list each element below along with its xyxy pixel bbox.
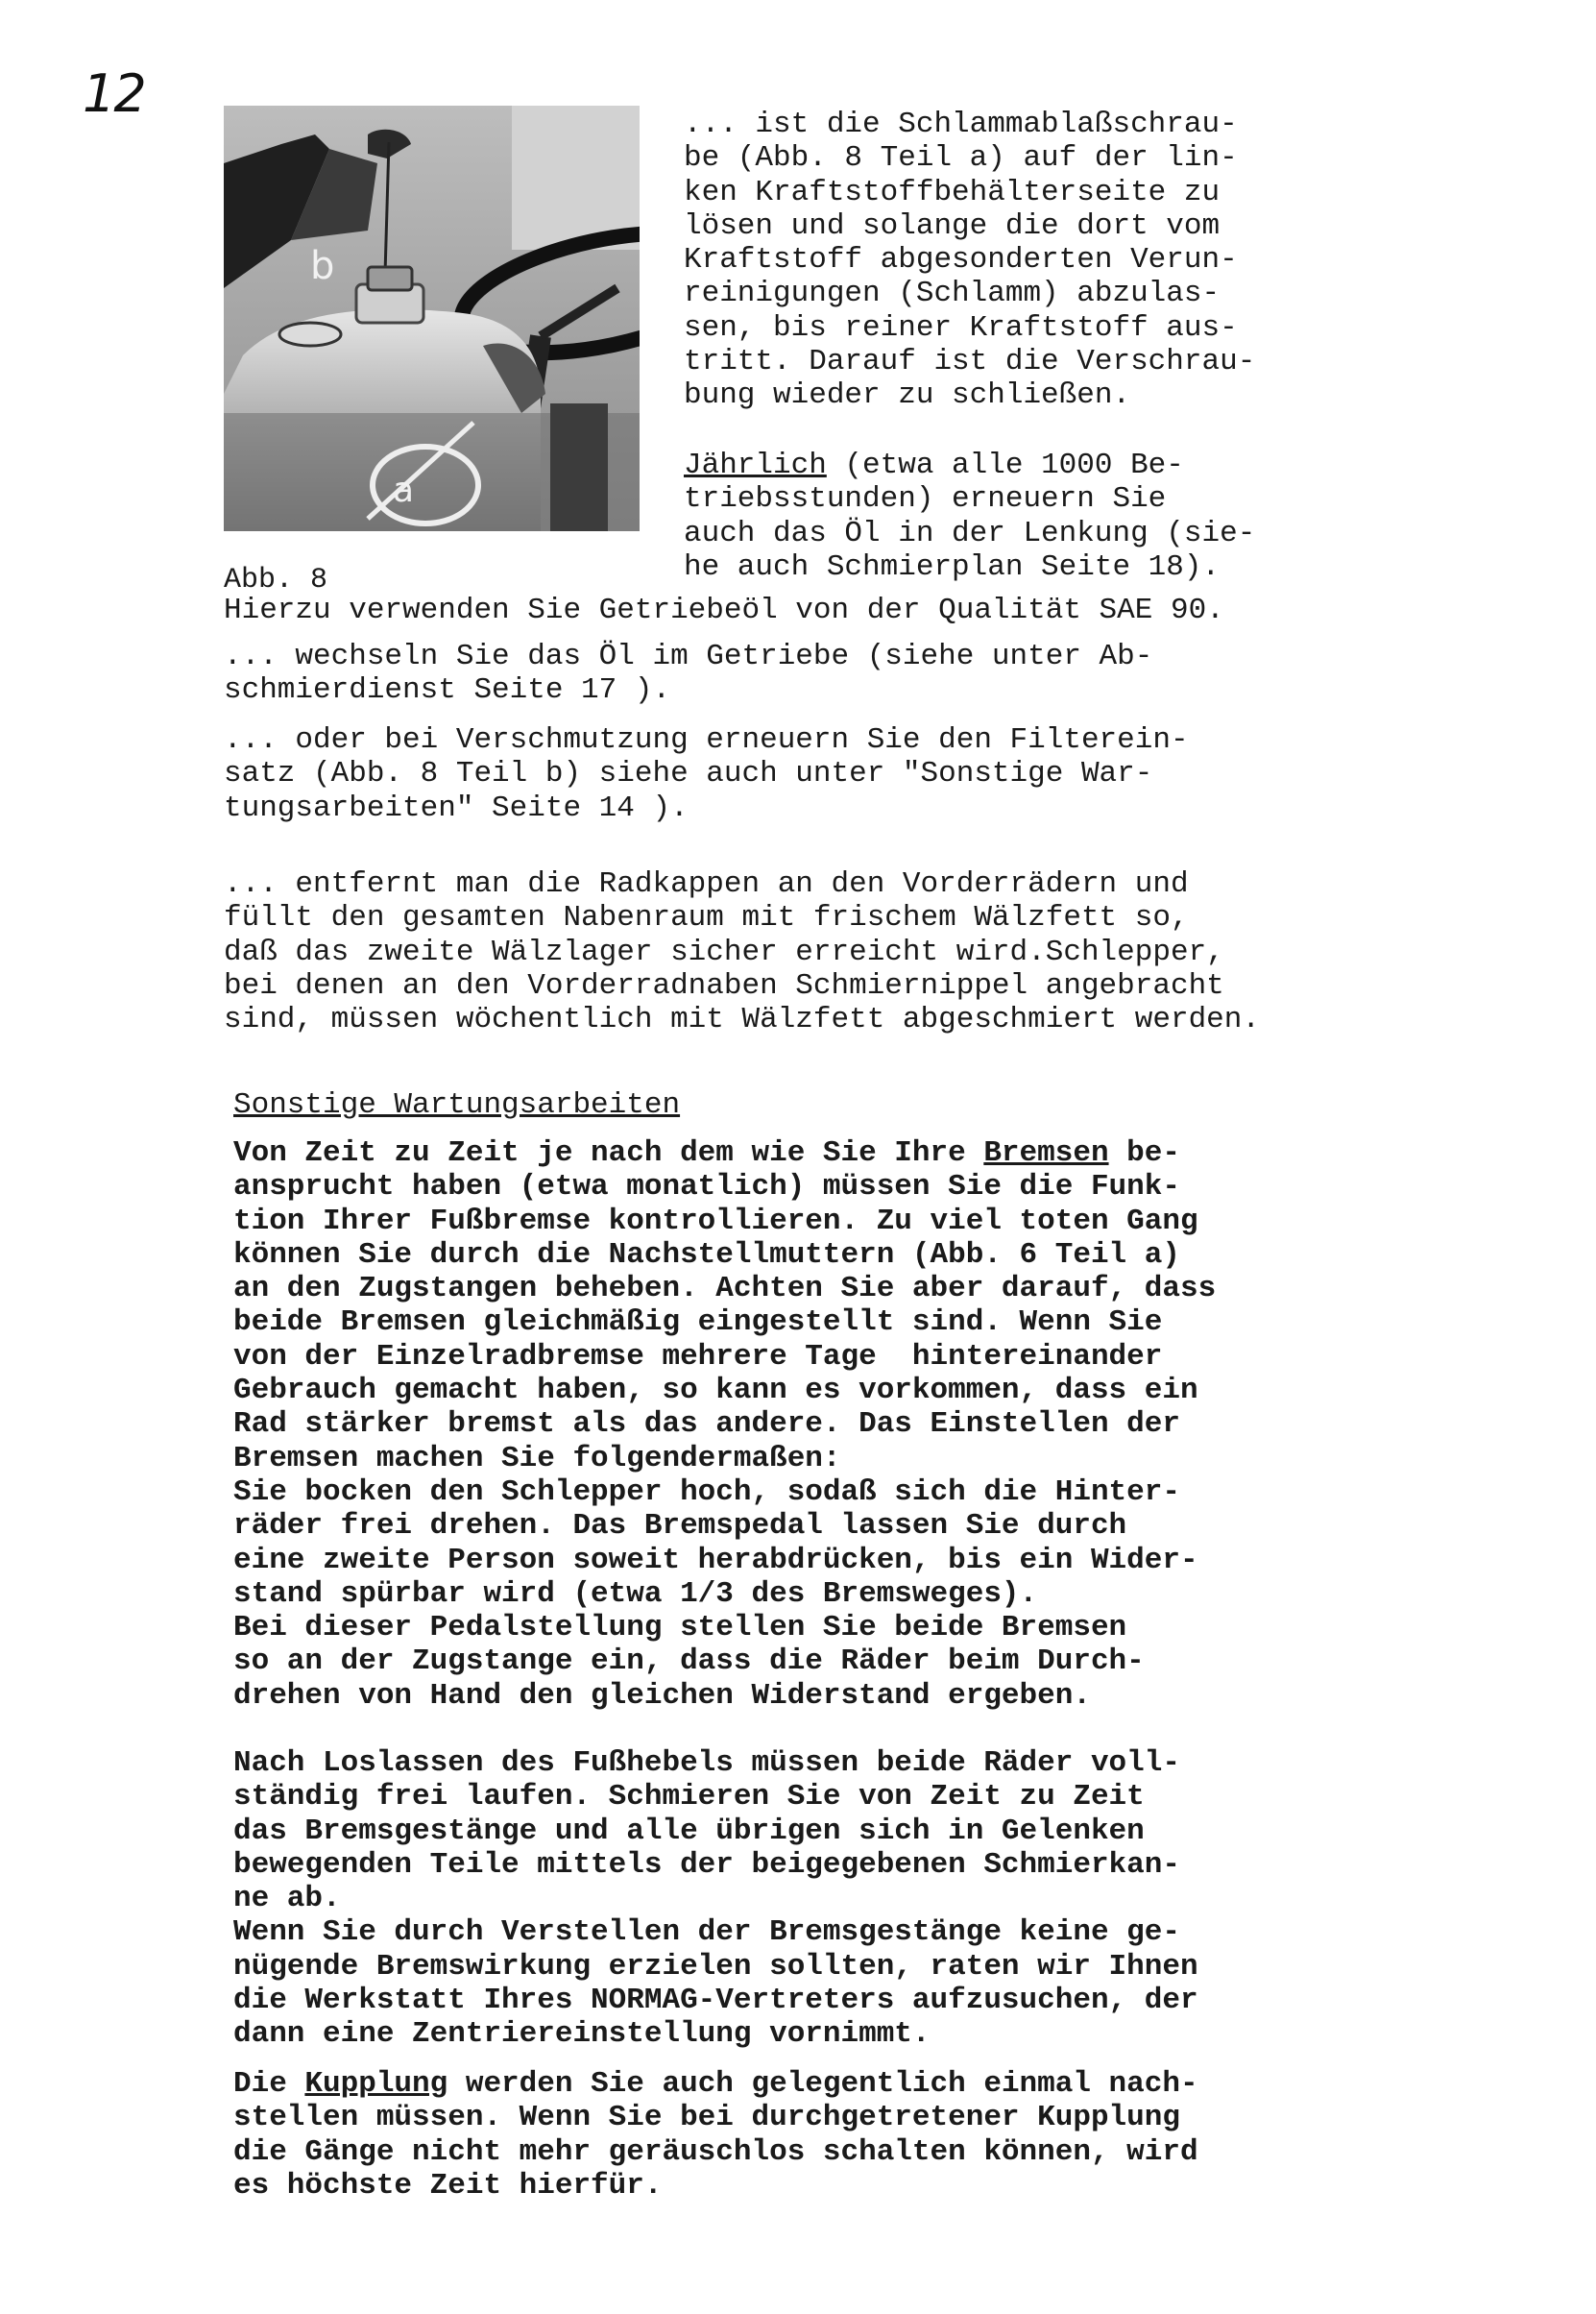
brakes-keyword: Bremsen [983, 1136, 1109, 1170]
gearbox-paragraph: ... wechseln Sie das Öl im Getriebe (siehe unter Ab- schmierdienst Seite 17 ). [224, 640, 1153, 708]
clutch-paragraph [233, 2067, 1198, 2203]
intro-paragraph: ... ist die Schlammablaßschrau- be (Abb. 8 Teil a) auf der lin- ken Kraftstoffbehälterseite zu lösen und solange die dort vom Kraftstoff abgesonderten Verun- reinigungen (Schlamm) abzulas- sen, bis reiner Kraftstoff aus- tritt. Darauf ist die Verschrau- bung wieder zu schließen. [684, 108, 1256, 413]
brakes-intro: Von Zeit zu Zeit je nach dem wie Sie Ihre [233, 1136, 984, 1170]
section-heading: Sonstige Wartungsarbeiten [233, 1088, 681, 1122]
wheel-hub-paragraph: ... entfernt man die Radkappen an den Vorderrädern und füllt den gesamten Nabenraum mit frischem Wälzfett so, daß das zweite Wälzlager sicher erreicht wird.Schlepper, bei denen an den Vorderradnaben Schmiernippel angebracht sind, müssen wöchentlich mit Wälzfett abgeschmiert werden. [224, 867, 1260, 1037]
page-number: 12 [83, 63, 145, 124]
release-paragraph: Nach Loslassen des Fußhebels müssen beide Räder voll- ständig frei laufen. Schmieren Sie von Zeit zu Zeit das Bremsgestänge und alle übrigen sich in Gelenken bewegenden Teile mittels der beigegebenen Schmierkan- ne ab. Wenn Sie durch Verstellen der Bremsgestänge keine ge- nügende Bremswirkung erzielen sollten, raten wir Ihnen die Werkstatt Ihres NORMAG-Vertreters aufzusuchen, der dann eine Zentriereinstellung vornimmt. [233, 1746, 1198, 2052]
yearly-paragraph [684, 449, 1255, 584]
yearly-rest: triebsstunden) erneuern Sie auch das Öl in der Lenkung (sie- he auch Schmierplan Seite 18). [684, 482, 1256, 584]
figure-caption: Abb. 8 [224, 564, 328, 597]
filter-paragraph: ... oder bei Verschmutzung erneuern Sie den Filterein- satz (Abb. 8 Teil b) siehe auch unter "Sonstige War- tungsarbeiten" Seite 14 ). [224, 723, 1189, 825]
tractor-photo-image [224, 106, 640, 531]
brakes-rest: be- ansprucht haben (etwa monatlich) müssen Sie die Funk- tion Ihrer Fußbremse kontrollieren. Zu viel toten Gang können Sie durch die Nachstellmuttern (Abb. 6 Teil a) an den Zugstangen beheben. Achten Sie aber darauf, dass beide Bremsen gleichmäßig eingestellt sind. Wenn Sie von der Einzelradbremse mehrere Tage hintereinander Gebrauch gemacht haben, so kann es vorkommen, dass ein Rad stärker bremst als das andere. Das Einstellen der Bremsen machen Sie folgendermaßen: Sie bocken den Schlepper hoch, sodaß sich die Hinter- räder frei drehen. Das Bremspedal lassen Sie durch eine zweite Person soweit herabdrücken, bis ein Wider- stand spürbar wird (etwa 1/3 des Bremsweges). Bei dieser Pedalstellung stellen Sie beide Bremsen so an der Zugstange ein, dass die Räder beim Durch- drehen von Hand den gleichen Widerstand ergeben. [233, 1136, 1217, 1713]
clutch-rest: werden Sie auch gelegentlich einmal nach- stellen müssen. Wenn Sie bei durchgetretener Kupplung die Gänge nicht mehr geräuschlos schalten können, wird es höchste Zeit hierfür. [233, 2067, 1198, 2203]
yearly-keyword: Jährlich [684, 449, 827, 482]
clutch-keyword: Kupplung [304, 2067, 448, 2101]
label-b: b [310, 244, 335, 288]
label-a: a [393, 471, 415, 510]
tractor-photo [224, 106, 640, 531]
gear-oil-paragraph: Hierzu verwenden Sie Getriebeöl von der Qualität SAE 90. [224, 594, 1224, 627]
yearly-first-line: (etwa alle 1000 Be- [826, 449, 1184, 482]
brakes-paragraph [233, 1136, 1216, 1713]
clutch-intro: Die [233, 2067, 305, 2101]
